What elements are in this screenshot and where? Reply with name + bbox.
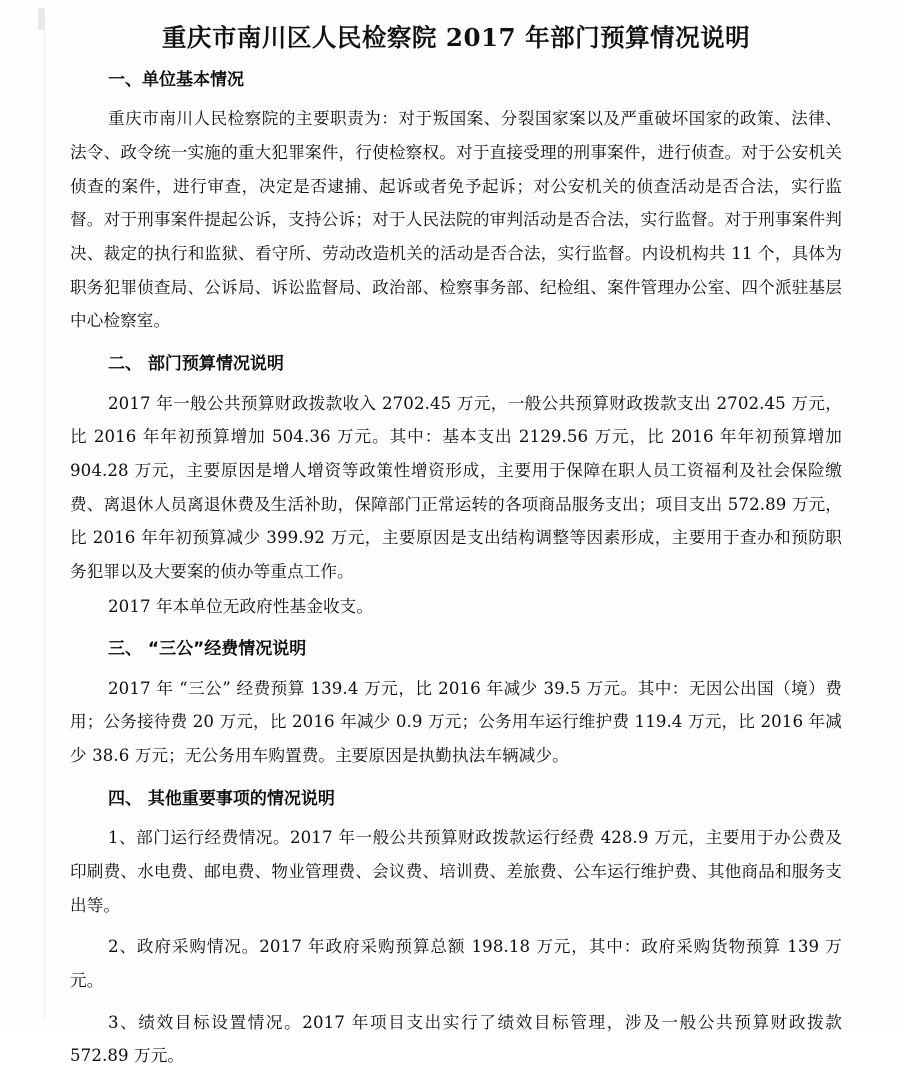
page-title: 重庆市南川区人民检察院 2017 年部门预算情况说明: [161, 23, 751, 52]
section-heading-3: 三、 “三公”经费情况说明: [108, 639, 307, 660]
section-4-paragraph-2: 2、政府采购情况。2017 年政府采购预算总额 198.18 万元，其中：政府采购货物预算 139 万元。: [70, 937, 842, 990]
section-2-paragraph-2: 2017 年本单位无政府性基金收支。: [108, 596, 374, 616]
section-2-paragraph-1: 2017 年一般公共预算财政拨款收入 2702.45 万元，一般公共预算财政拨款支出 2702.45 万元，比 2016 年年初预算增加 504.36 万元。其中：基本支出 2129.56 万元，比 2016 年年初预算增加 904.28 万元，主要原因是增人增资等政策性增资形成，主要用于保障在职人员工资福利及社会保险缴费、离退休人员离退休费及生活补助，保障部门正常运转的各项商品服务支出；项目支出 572.89 万元，比 2016 年年初预算减少 399.92 万元，主要原因是支出结构调整等因素形成，主要用于查办和预防职务犯罪以及大要案的侦办等重点工作。: [70, 393, 842, 581]
section-4-paragraph-1: 1、部门运行经费情况。2017 年一般公共预算财政拨款运行经费 428.9 万元，主要用于办公费及印刷费、水电费、邮电费、物业管理费、会议费、培训费、差旅费、公车运行维护费、其他商品和服务支出等。: [70, 828, 842, 915]
paragraph-spacer-2: [70, 999, 842, 1006]
section-1-paragraph-1: 重庆市南川人民检察院的主要职责为：对于叛国案、分裂国家案以及严重破坏国家的政策、法律、法令、政令统一实施的重大犯罪案件，行使检察权。对于直接受理的刑事案件，进行侦查。对于公安机关侦查的案件，进行审查，决定是否逮捕、起诉或者免予起诉；对公安机关的侦查活动是否合法，实行监督。对于刑事案件提起公诉，支持公诉；对于人民法院的审判活动是否合法，实行监督。对于刑事案件判决、裁定的执行和监狱、看守所、劳动改造机关的活动是否合法，实行监督。内设机构共 11 个，具体为职务犯罪侦查局、公诉局、诉讼监督局、政治部、检察事务部、纪检组、案件管理办公室、四个派驻基层中心检察室。: [70, 109, 842, 331]
section-heading-4: 四、 其他重要事项的情况说明: [108, 788, 335, 809]
document-body: [70, 22, 842, 1074]
scan-artifact-line: [44, 30, 45, 1020]
section-4-paragraph-3: 3、绩效目标设置情况。2017 年项目支出实行了绩效目标管理，涉及一般公共预算财政拨款 572.89 万元。: [70, 1012, 842, 1066]
section-heading-2: 二、 部门预算情况说明: [108, 354, 284, 375]
paragraph-spacer: [70, 923, 842, 930]
scan-artifact-mark: [38, 8, 45, 30]
section-3-paragraph-1: 2017 年 “三公” 经费预算 139.4 万元，比 2016 年减少 39.5 万元。其中：无因公出国（境）费用；公务接待费 20 万元，比 2016 年减少 0.9 万元；公务用车运行维护费 119.4 万元，比 2016 年减少 38.6 万元；无公务用车购置费。主要原因是执勤执法车辆减少。: [70, 678, 842, 766]
section-heading-1: 一、单位基本情况: [108, 69, 244, 90]
